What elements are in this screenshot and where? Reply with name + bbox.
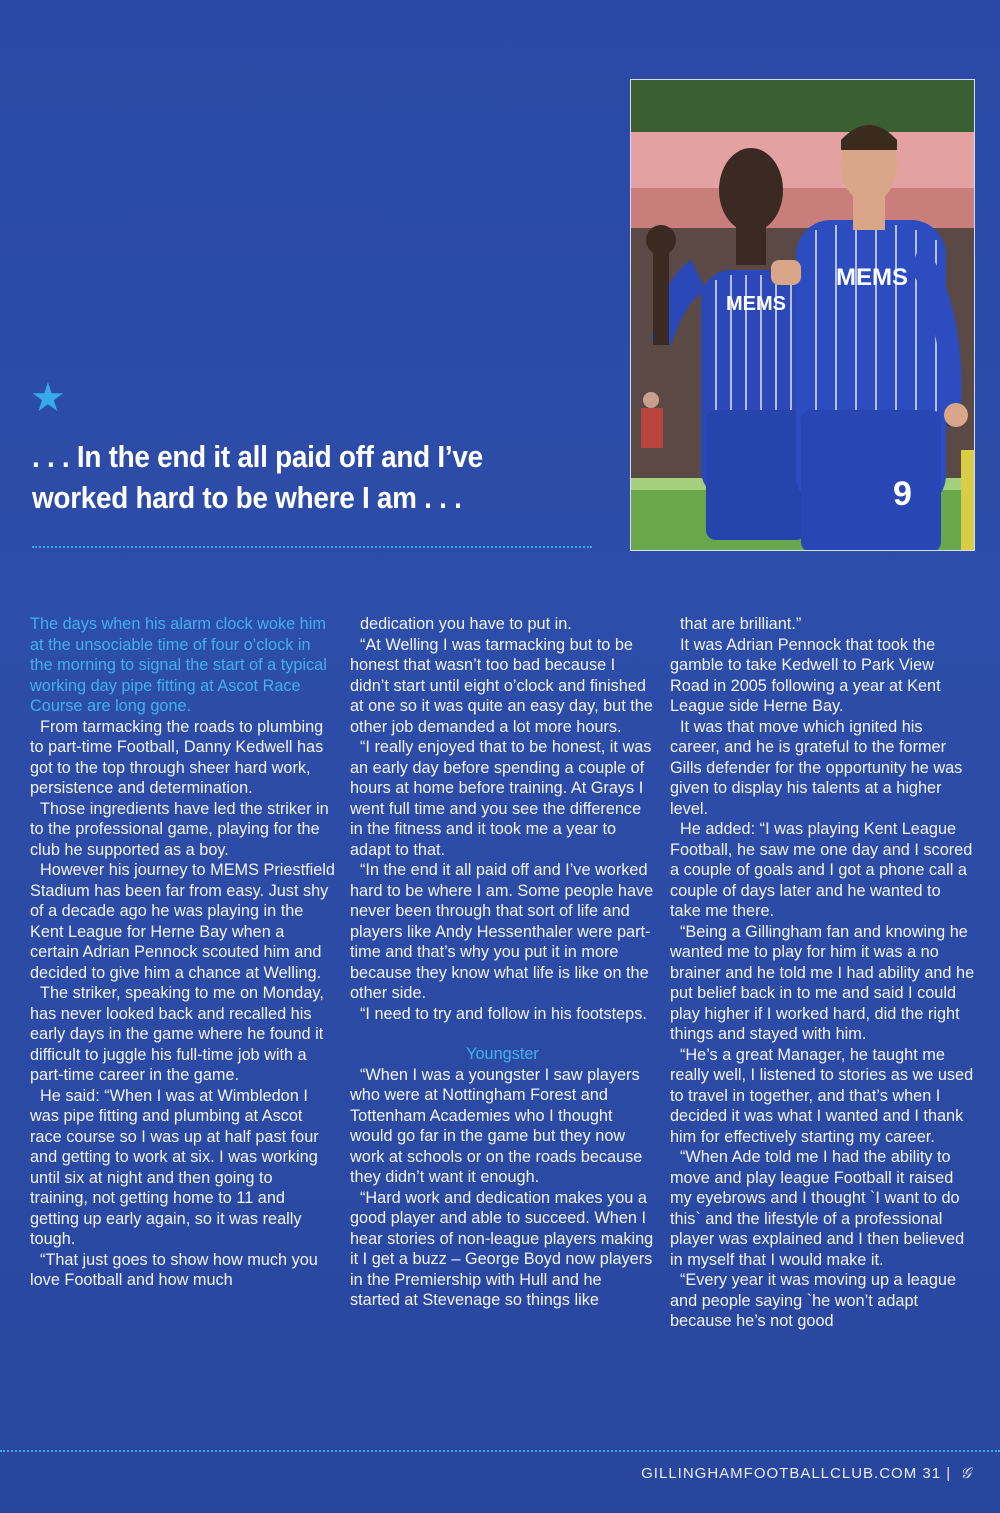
- paragraph: He said: “When I was at Wimbledon I was pipe fitting and plumbing at Ascot race course so I was up at half past four and getting to work at six. I was working until six at night and then going to training, not getting home to 11 and getting up early again, so it was really tough.: [30, 1086, 319, 1248]
- paragraph: “Every year it was moving up a league and people saying `he won’t adapt because he’s not good: [670, 1271, 957, 1330]
- page-footer: [641, 1464, 972, 1482]
- paragraph: It was that move which ignited his career, and he is grateful to the former Gills defender for the opportunity he was given to display his talents at a higher level.: [670, 717, 963, 818]
- footer-site: GILLINGHAMFOOTBALLCLUB.COM: [641, 1465, 918, 1482]
- article-column-2: [350, 614, 655, 1311]
- paragraph: dedication you have to put in.: [360, 615, 572, 633]
- subheading: Youngster: [466, 1045, 539, 1063]
- article-lead: The days when his alarm clock woke him at the unsociable time of four o’clock in the morning to signal the start of a typical working day pipe fitting at Ascot Race Course are long gone.: [30, 615, 327, 715]
- paragraph: “When Ade told me I had the ability to move and play league Football it raised my eyebrows and I thought `I want to do this` and the lifestyle of a professional player was explained and I then believed in myself that I would make it.: [670, 1148, 965, 1269]
- paragraph: Those ingredients have led the striker in to the professional game, playing for the club he supported as a boy.: [30, 799, 329, 859]
- paragraph: “Hard work and dedication makes you a good player and able to succeed. When I hear stories of non-league players making it I get a buzz – George Boyd now players in the Premiership with Hull and he started at Stevenage so things like: [350, 1188, 654, 1309]
- paragraph: However his journey to MEMS Priestfield Stadium has been far from easy. Just shy of a decade ago he was playing in the Kent League for Herne Bay when a certain Adrian Pennock scouted him and decided to give him a chance at Welling.: [30, 861, 335, 982]
- paragraph: “In the end it all paid off and I’ve worked hard to be where I am. Some people have never been through that sort of life and players like Andy Hessenthaler were part-time and that’s why you put it in more because they know what life is like on the other side.: [350, 861, 654, 1002]
- footer-separator: |: [946, 1465, 952, 1482]
- svg-text:9: 9: [893, 475, 912, 513]
- svg-text:MEMS: MEMS: [726, 293, 786, 315]
- page-number: 31: [922, 1465, 942, 1482]
- paragraph: “I really enjoyed that to be honest, it was an early day before spending a couple of hours at home before training. At Grays I went full time and you see the difference in the fitness and it took me a year to adapt to that.: [350, 738, 652, 859]
- paragraph: “I need to try and follow in his footsteps.: [360, 1004, 647, 1023]
- pull-quote: . . . In the end it all paid off and I’ve worked hard to be where I am . . .: [32, 439, 483, 515]
- paragraph: “Being a Gillingham fan and knowing he wanted me to play for him it was a no brainer and he told me I had ability and he put belief back in to me and said I could play higher if I worked hard, did the right things and stayed with him.: [670, 922, 975, 1043]
- footer-divider: [0, 1450, 1000, 1452]
- article-column-1: [30, 614, 335, 1291]
- paragraph: “When I was a youngster I saw players who were at Nottingham Forest and Tottenham Academies who I thought would go far in the game but they now work at schools or on the roads because they didn’t want it enough.: [350, 1065, 643, 1186]
- club-logo-icon: 𝒢: [960, 1464, 972, 1482]
- paragraph: “He’s a great Manager, he taught me really well, I listened to stories as we used to travel in together, and that’s when I decided it was what I wanted and I thank him for effectively starting my career.: [670, 1045, 974, 1146]
- paragraph: He added: “I was playing Kent League Football, he saw me one day and I scored a couple of goals and I got a phone call a couple of days later and he wanted to take me there.: [670, 820, 973, 920]
- paragraph: “That just goes to show how much you love Football and how much: [30, 1250, 318, 1289]
- paragraph: “At Welling I was tarmacking but to be honest that wasn’t too bad because I didn’t start until eight o’clock and finished at one so it was quite an easy day, but the other job demanded a lot more hours.: [350, 635, 653, 736]
- star-icon: ★: [30, 376, 66, 420]
- player-photo: [630, 79, 975, 551]
- dotted-divider: [32, 546, 592, 548]
- article-column-3: [670, 614, 975, 1332]
- paragraph: that are brilliant.”: [680, 615, 802, 633]
- paragraph: The striker, speaking to me on Monday, has never looked back and recalled his early days in the game where he found it difficult to juggle his full-time job with a part-time career in the game.: [30, 984, 324, 1084]
- paragraph: From tarmacking the roads to plumbing to part-time Football, Danny Kedwell has got to the top through sheer hard work, persistence and determination.: [30, 717, 324, 797]
- paragraph: It was Adrian Pennock that took the gamble to take Kedwell to Park View Road in 2005 following a year at Kent League side Herne Bay.: [670, 635, 941, 715]
- svg-text:MEMS: MEMS: [836, 264, 908, 291]
